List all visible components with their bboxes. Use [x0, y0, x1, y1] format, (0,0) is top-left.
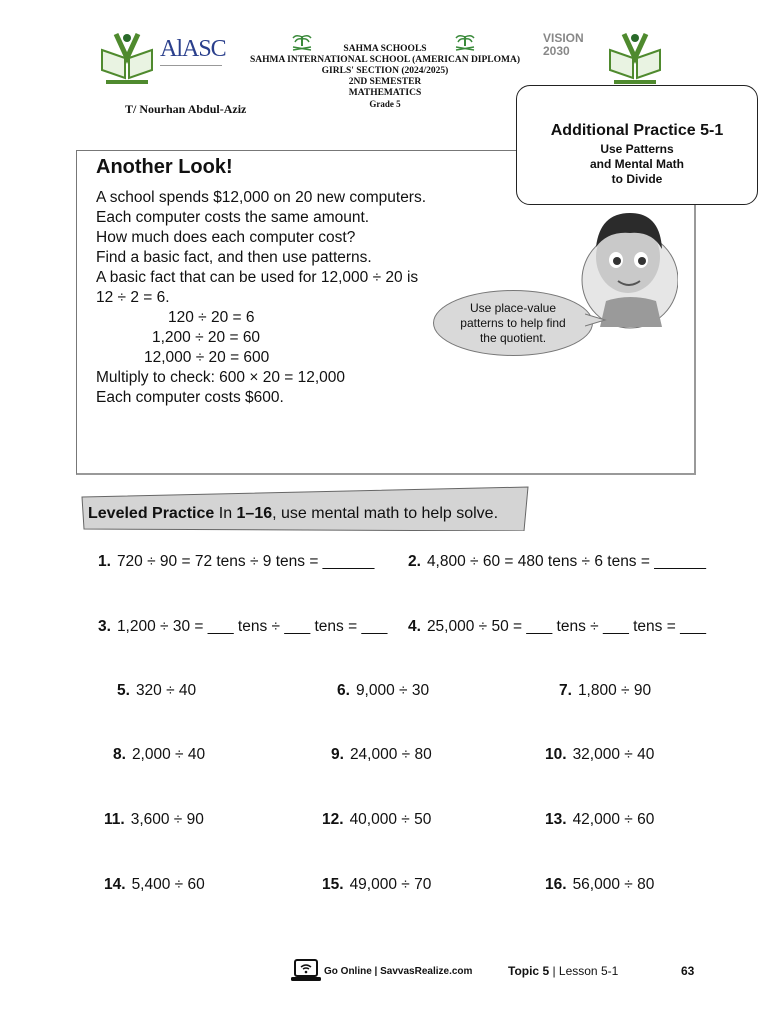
example-line: Find a basic fact, and then use patterns. [96, 249, 372, 266]
pattern-line: 12,000 ÷ 20 = 600 [144, 349, 270, 366]
problem-text: 4,800 ÷ 60 = 480 tens ÷ 6 tens = ______ [426, 553, 706, 570]
problem-7 [559, 682, 651, 700]
problem-4 [408, 618, 706, 636]
problem-number: 15. [322, 876, 344, 893]
problem-text: 25,000 ÷ 50 = ___ tens ÷ ___ tens = ___ [426, 618, 706, 635]
problem-text: 32,000 ÷ 40 [572, 746, 655, 763]
vision-logo [543, 32, 598, 58]
problem-number: 7. [559, 682, 572, 699]
hint-text: Use place-value patterns to help find the quotient. [460, 300, 566, 345]
problem-number: 13. [545, 811, 567, 828]
problem-5 [117, 682, 196, 700]
another-look-title: Another Look! [96, 156, 233, 178]
instruction-text: , use mental math to help solve. [272, 505, 499, 522]
leveled-practice-instructions [88, 505, 498, 523]
example-line: How much does each computer cost? [96, 229, 356, 246]
problem-text: 5,400 ÷ 60 [131, 876, 205, 893]
leveled-practice-label: Leveled Practice [88, 505, 215, 522]
example-line: A school spends $12,000 on 20 new computers. [96, 189, 427, 206]
school-header-line: SAHMA SCHOOLS [343, 44, 427, 54]
problem-text: 42,000 ÷ 60 [572, 811, 655, 828]
pattern-line: 120 ÷ 20 = 6 [168, 309, 255, 326]
problem-1 [98, 553, 374, 571]
problem-text: 24,000 ÷ 80 [349, 746, 432, 763]
school-header-line: SAHMA INTERNATIONAL SCHOOL (AMERICAN DIPLOMA) [249, 55, 521, 65]
problem-16 [545, 876, 654, 894]
problem-text: 1,200 ÷ 30 = ___ tens ÷ ___ tens = ___ [116, 618, 388, 635]
problem-14 [104, 876, 205, 894]
pattern-line: 1,200 ÷ 20 = 60 [152, 329, 261, 346]
problem-9 [331, 746, 432, 764]
problem-number: 8. [113, 746, 126, 763]
another-look-text [96, 188, 426, 408]
topic-lesson [508, 964, 618, 978]
teacher-name: T/ Nourhan Abdul-Aziz [125, 102, 247, 116]
lesson-subtitle [517, 142, 757, 187]
school-book-logo [606, 28, 664, 86]
problem-2 [408, 553, 706, 571]
alasc-logo-fineprint [160, 65, 222, 80]
hint-speech-bubble [433, 290, 593, 356]
instruction-in: In [214, 505, 237, 522]
vision-logo-text: VISION 2030 [543, 31, 584, 58]
problem-text: 56,000 ÷ 80 [572, 876, 655, 893]
school-header-line: Grade 5 [369, 99, 401, 109]
problem-8 [113, 746, 205, 764]
lesson-subtitle-line: to Divide [611, 172, 663, 186]
school-book-logo [98, 28, 156, 86]
problem-number: 2. [408, 553, 421, 570]
problem-number: 12. [322, 811, 344, 828]
problem-13 [545, 811, 654, 829]
problem-number: 5. [117, 682, 130, 699]
problem-number: 14. [104, 876, 126, 893]
laptop-wifi-icon [290, 958, 322, 984]
lesson-title-box [516, 85, 758, 205]
problem-text: 2,000 ÷ 40 [131, 746, 206, 763]
example-line: 12 ÷ 2 = 6. [96, 289, 170, 306]
problem-text: 3,600 ÷ 90 [130, 811, 204, 828]
lesson-title: Additional Practice 5-1 [550, 122, 724, 139]
problem-10 [545, 746, 654, 764]
problem-number: 1. [98, 553, 111, 570]
problem-text: 9,000 ÷ 30 [355, 682, 430, 699]
problem-text: 49,000 ÷ 70 [349, 876, 432, 893]
alasc-logo-text: AlASC [160, 36, 226, 62]
problem-number: 10. [545, 746, 567, 763]
problem-text: 1,800 ÷ 90 [577, 682, 652, 699]
example-line: Each computer costs the same amount. [96, 209, 370, 226]
problem-number: 16. [545, 876, 567, 893]
example-line: Each computer costs $600. [96, 389, 284, 406]
lesson-subtitle-line: Use Patterns [600, 142, 674, 156]
problem-11 [104, 811, 204, 829]
palm-swords-icon [453, 32, 477, 54]
problem-number: 4. [408, 618, 421, 635]
problem-12 [322, 811, 431, 829]
problem-text: 720 ÷ 90 = 72 tens ÷ 9 tens = ______ [116, 553, 375, 570]
lesson-subtitle-line: and Mental Math [589, 157, 684, 171]
topic-label: Topic 5 [508, 964, 550, 978]
problem-number: 3. [98, 618, 111, 635]
page-number: 63 [681, 964, 695, 978]
example-line: A basic fact that can be used for 12,000 ÷ 20 is [96, 269, 419, 286]
speech-bubble-tail [585, 312, 607, 328]
palm-swords-icon [290, 32, 314, 54]
problem-text: 320 ÷ 40 [135, 682, 197, 699]
problem-number: 9. [331, 746, 344, 763]
example-line: Multiply to check: 600 × 20 = 12,000 [96, 369, 346, 386]
problem-15 [322, 876, 431, 894]
go-online-link[interactable]: Go Online | SavvasRealize.com [324, 966, 473, 977]
problem-range: 1–16 [236, 505, 273, 522]
problem-number: 6. [337, 682, 350, 699]
problem-6 [337, 682, 429, 700]
school-header-line: GIRLS' SECTION (2024/2025) [321, 66, 449, 76]
lesson-label: | Lesson 5-1 [549, 964, 619, 978]
problem-text: 40,000 ÷ 50 [349, 811, 432, 828]
school-header-line: 2ND SEMESTER [348, 77, 422, 87]
problem-3 [98, 618, 387, 636]
school-header-line: MATHEMATICS [348, 88, 422, 98]
school-header [240, 44, 530, 110]
alasc-logo [160, 36, 226, 80]
problem-number: 11. [104, 811, 125, 828]
